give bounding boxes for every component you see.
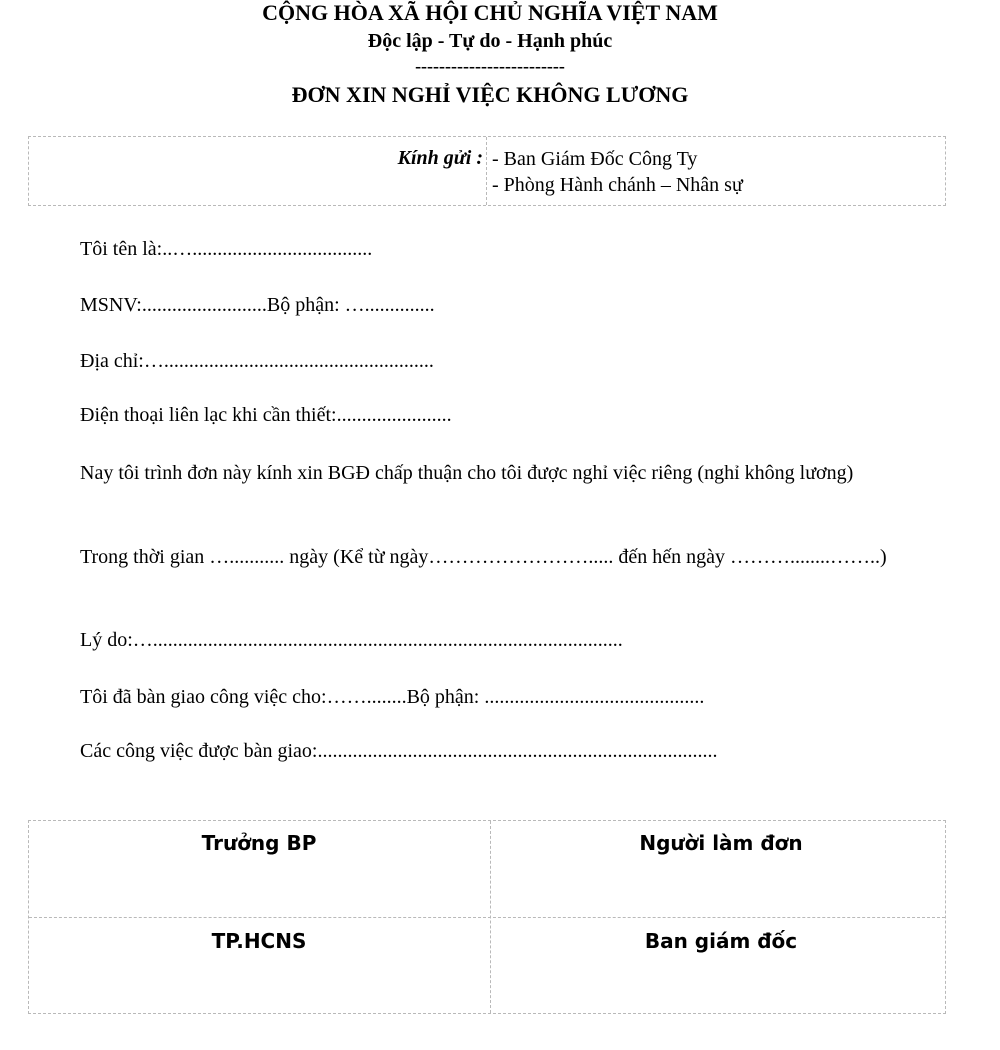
signature-hr-head: TP.HCNS: [211, 929, 307, 953]
recipient-board: - Ban Giám Đốc Công Ty: [492, 148, 698, 170]
signature-applicant: Người làm đơn: [639, 831, 803, 855]
recipient-table: [28, 136, 946, 206]
header-divider: -------------------------: [415, 56, 565, 76]
field-name: Tôi tên là:..…....................................: [80, 238, 373, 260]
recipient-hr: - Phòng Hành chánh – Nhân sự: [492, 174, 743, 196]
field-address: Địa chỉ:…......................................................: [80, 350, 434, 372]
signature-horizontal-divider: [29, 917, 945, 918]
nation-header: CỘNG HÒA XÃ HỘI CHỦ NGHĨA VIỆT NAM: [262, 0, 718, 25]
field-duration: Trong thời gian …........... ngày (Kể từ ngày……………………..... đến hến ngày ………........……..): [80, 546, 887, 568]
field-phone: Điện thoại liên lạc khi cần thiết:.......................: [80, 404, 452, 426]
recipient-label: Kính gửi :: [397, 147, 483, 169]
field-handover-to: Tôi đã bàn giao công việc cho:……........Bộ phận: ............................................: [80, 686, 705, 708]
motto: Độc lập - Tự do - Hạnh phúc: [367, 30, 613, 52]
field-employee-id: MSNV:.........................Bộ phận: …..............: [80, 294, 435, 316]
signature-board: Ban giám đốc: [644, 929, 798, 953]
recipient-divider: [486, 137, 487, 205]
field-reason: Lý do:…..............................................................................................: [80, 629, 623, 651]
signature-table: [28, 820, 946, 1014]
request-statement: Nay tôi trình đơn này kính xin BGĐ chấp thuận cho tôi được nghỉ việc riêng (nghỉ không lương): [80, 462, 854, 484]
document-title: ĐƠN XIN NGHỈ VIỆC KHÔNG LƯƠNG: [291, 82, 689, 107]
field-handover-tasks: Các công việc được bàn giao:................................................................................: [80, 740, 718, 762]
signature-department-head: Trưởng BP: [201, 831, 317, 855]
